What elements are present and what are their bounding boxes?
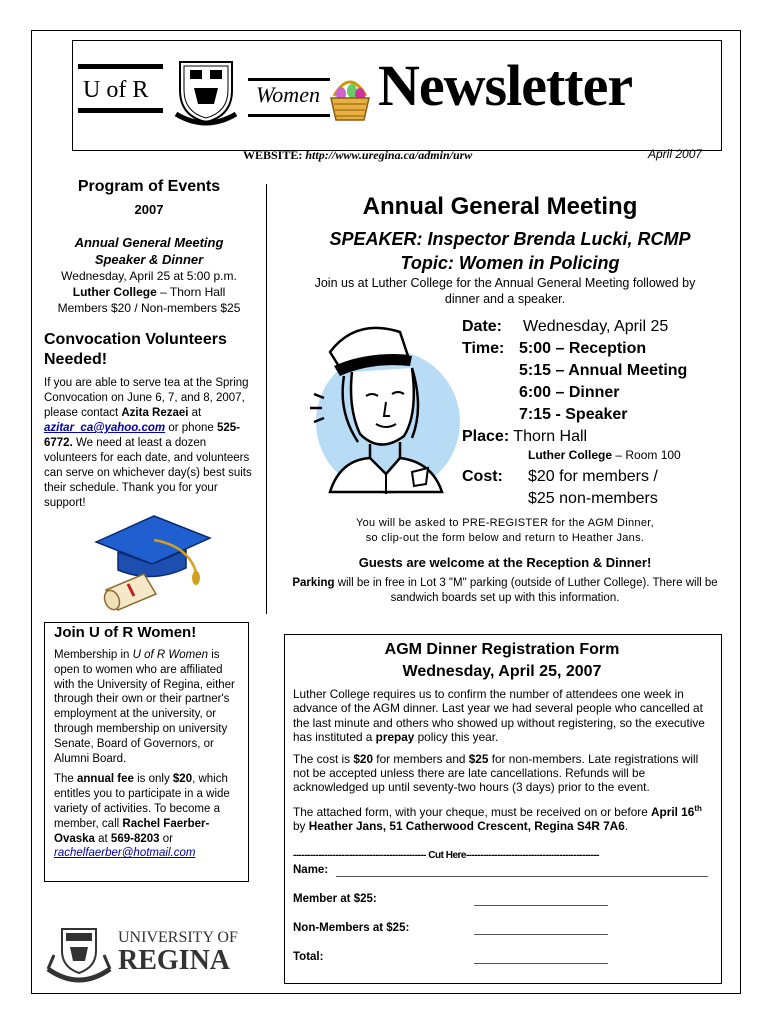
- program-event-line2: Speaker & Dinner: [94, 252, 204, 267]
- member-field-label: Member at $25:: [293, 893, 377, 905]
- agm-intro: Join us at Luther College for the Annual General Meeting followed by dinner and a speaker.: [314, 276, 696, 306]
- guests-welcome: Guests are welcome at the Reception & Dinner!: [358, 555, 652, 570]
- crest-icon: [172, 56, 240, 128]
- agm-speaker: SPEAKER: Inspector Brenda Lucki, RCMP: [329, 229, 691, 249]
- university-logo: [40, 925, 240, 983]
- agm-title: Annual General Meeting: [362, 193, 638, 220]
- registration-paragraph-2: The cost is $20 for members and $25 for non-members. Late registrations will not be accepted unless there are late cancellations. Refunds will be acknowledged up until seventy-two hours (3 days) prior to the event.: [293, 751, 699, 795]
- agm-place-value: Thorn Hall: [513, 428, 588, 445]
- join-paragraph-1: Membership in U of R Women is open to women who are affiliated with the University of Regina, either through their own or their partner's employment at the university, or through membership on university Senate, Board of Governors, or Alumni Board.: [54, 649, 235, 765]
- agm-topic: Topic: Women in Policing: [400, 253, 620, 273]
- convocation-body: If you are able to serve tea at the Spring Convocation on June 6, 7, and 8, 2007, please contact Azita Rezaei at azitar_ca@yahoo.com or phone 525-6772. We need at least a dozen volunteers for each date, and volunteers can serve on whichever day(s) best suits their schedule. Thank you for your support!: [44, 377, 252, 509]
- parking-info: Parking will be in free in Lot 3 "M" parking (outside of Luther College). There will be sandwich boards set up with this information.: [292, 577, 718, 604]
- contact-name: Azita Rezaei: [121, 407, 189, 419]
- program-title: Program of Events: [77, 178, 221, 195]
- cut-here-line: ----------------------------------------------- Cut Here-----------------------------------------------: [293, 850, 599, 861]
- convocation-title: Convocation Volunteers Needed!: [44, 331, 227, 368]
- registration-title-line2: Wednesday, April 25, 2007: [402, 663, 602, 680]
- join-body: [54, 648, 240, 867]
- join-email-link[interactable]: rachelfaerber@hotmail.com: [54, 847, 196, 860]
- agm-place-row: [462, 426, 722, 448]
- program-year: 2007: [134, 202, 164, 217]
- website-line: [243, 148, 472, 163]
- register-note: [290, 516, 720, 546]
- university-crest-icon: [44, 925, 114, 983]
- join-paragraph-2: The annual fee is only $20, which entitles you to participate in a wide variety of activities. To become a member, call Rachel Faerber-Ovaska at 569-8203 or rachelfaerber@hotmail.com: [54, 773, 230, 860]
- logo-women-text: Women: [256, 82, 320, 107]
- registration-title: [290, 639, 714, 683]
- register-note-line1: You will be asked to PRE-REGISTER for the AGM Dinner,: [356, 517, 654, 529]
- agm-time-item: 5:00 – Reception: [519, 340, 647, 357]
- nonmember-field-line[interactable]: [474, 934, 608, 935]
- agm-time-label: Time:: [462, 340, 505, 357]
- agm-time-list: [519, 338, 719, 426]
- name-field-line[interactable]: [336, 876, 708, 877]
- program-event-when: Wednesday, April 25 at 5:00 p.m.: [61, 269, 237, 283]
- agm-cost-nonmembers: $25 non-members: [528, 490, 658, 507]
- uofr-logo: [78, 64, 163, 114]
- nonmember-field-label: Non-Members at $25:: [293, 922, 410, 934]
- registration-paragraph-3: The attached form, with your cheque, must be received on or before April 16th by Heather Jans, 51 Catherwood Crescent, Regina S4R 7A6.: [293, 803, 702, 834]
- registration-title-line1: AGM Dinner Registration Form: [384, 641, 620, 658]
- graduation-cap-icon: [92, 512, 212, 612]
- agm-time-item: 5:15 – Annual Meeting: [519, 362, 688, 379]
- program-event-where: Luther College – Thorn Hall: [72, 285, 226, 299]
- program-event-line1: Annual General Meeting: [74, 235, 224, 250]
- agm-date-row: [462, 316, 722, 338]
- join-title: Join U of R Women!: [54, 624, 197, 641]
- newsletter-title: Newsletter: [378, 53, 633, 118]
- registration-paragraph-1: Luther College requires us to confirm the number of attendees one week in advance of the AGM dinner. Last year we had several people who cancelled at the last minute and others who showed up without registering, so the executive has instituted a prepay policy this year.: [293, 687, 705, 745]
- registration-body: [293, 687, 711, 841]
- issue-date: April 2007: [648, 147, 703, 161]
- website-label: WEBSITE:: [243, 148, 303, 162]
- program-event-details: [44, 268, 254, 316]
- contact-email-link[interactable]: azitar_ca@yahoo.com: [44, 422, 166, 434]
- policewoman-icon: [300, 312, 460, 502]
- agm-cost-members: $20 for members /: [528, 468, 658, 485]
- university-logo-line1: UNIVERSITY OF: [118, 929, 238, 946]
- column-divider: [266, 184, 267, 614]
- university-logo-line2: REGINA: [118, 945, 231, 976]
- logo-uofr-text: U of R: [83, 77, 149, 103]
- total-field-label: Total:: [293, 951, 324, 963]
- easter-basket-icon: [328, 74, 372, 122]
- contact-phone: 525-6772.: [44, 422, 240, 449]
- website-url[interactable]: http://www.uregina.ca/admin/urw: [305, 148, 473, 162]
- women-logo: [248, 78, 330, 118]
- program-event-title: [44, 234, 254, 268]
- name-field-label: Name:: [293, 864, 329, 876]
- logo-bar-bottom: [78, 108, 163, 113]
- agm-place-label: Place:: [462, 428, 510, 445]
- agm-speaker-block: [280, 227, 740, 275]
- agm-time-item: 7:15 - Speaker: [519, 406, 628, 423]
- total-field-line[interactable]: [474, 963, 608, 964]
- program-event-price: Members $20 / Non-members $25: [57, 301, 241, 315]
- agm-date-label: Date:: [462, 318, 503, 335]
- agm-place-detail: Luther College – Room 100: [528, 448, 681, 462]
- member-field-line[interactable]: [474, 905, 608, 906]
- logo-bar-top: [78, 64, 163, 69]
- agm-cost-label: Cost:: [462, 468, 503, 485]
- agm-cost-values: [528, 466, 728, 510]
- agm-date-value: Wednesday, April 25: [523, 318, 669, 335]
- register-note-line2: so clip-out the form below and return to Heather Jans.: [365, 532, 645, 544]
- agm-time-item: 6:00 – Dinner: [519, 384, 620, 401]
